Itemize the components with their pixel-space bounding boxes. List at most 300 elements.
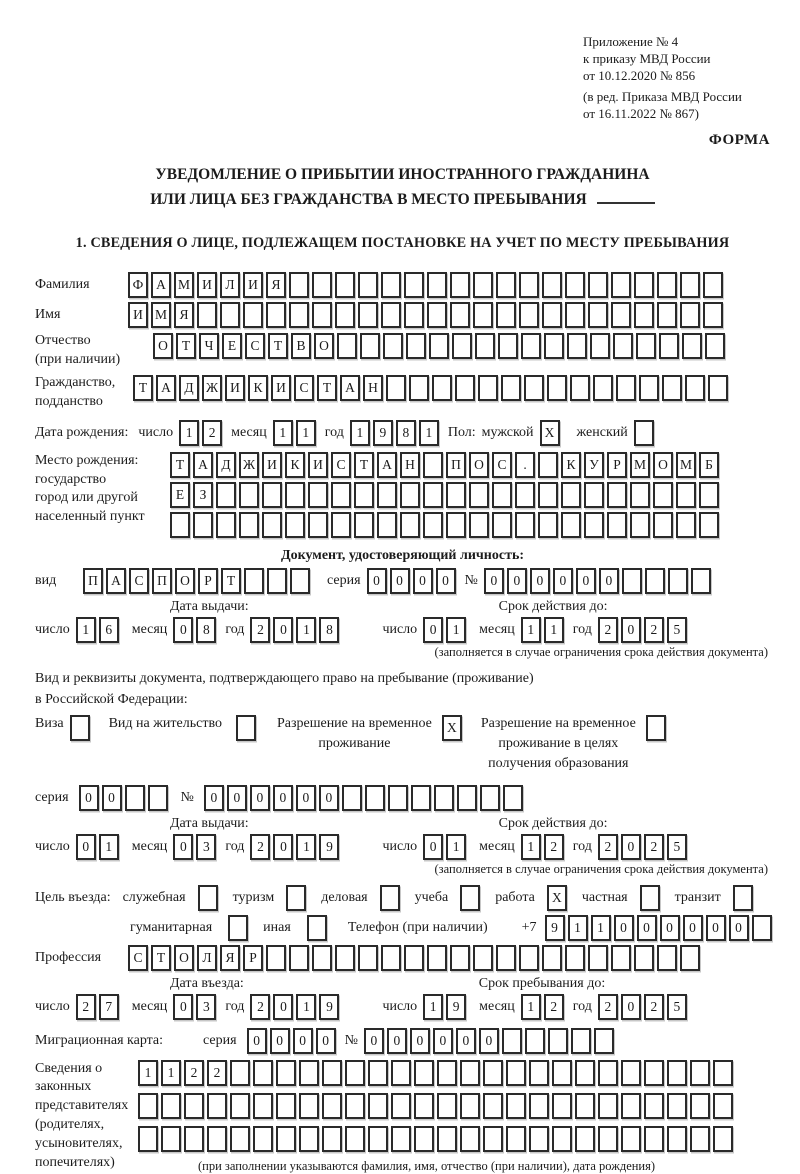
citizenship-cell[interactable] bbox=[386, 375, 406, 401]
surname-cell[interactable] bbox=[404, 272, 424, 298]
patronymic-cell[interactable] bbox=[544, 333, 564, 359]
representatives-cell[interactable] bbox=[345, 1093, 365, 1119]
stay-day-cell[interactable]: 1 bbox=[423, 994, 443, 1020]
patronymic-cell[interactable] bbox=[383, 333, 403, 359]
firstname-cell[interactable] bbox=[197, 302, 217, 328]
representatives-cell[interactable] bbox=[437, 1126, 457, 1152]
res-issue-year-cell[interactable]: 2 bbox=[250, 834, 270, 860]
patronymic-cell[interactable]: В bbox=[291, 333, 311, 359]
surname-cell[interactable] bbox=[680, 272, 700, 298]
res-valid-day-cell[interactable]: 0 bbox=[423, 834, 443, 860]
birth-place-cell[interactable] bbox=[699, 512, 719, 538]
representatives-cell[interactable] bbox=[644, 1060, 664, 1086]
mc-number-cell[interactable] bbox=[571, 1028, 591, 1054]
birth-place-cell[interactable]: М bbox=[676, 452, 696, 478]
birth-place-cell[interactable] bbox=[354, 482, 374, 508]
representatives-cell[interactable] bbox=[598, 1093, 618, 1119]
representatives-cell[interactable] bbox=[161, 1126, 181, 1152]
profession-cell[interactable] bbox=[542, 945, 562, 971]
mc-series-cell[interactable]: 0 bbox=[293, 1028, 313, 1054]
surname-cell[interactable] bbox=[450, 272, 470, 298]
phone-cell[interactable]: 1 bbox=[568, 915, 588, 941]
representatives-cell[interactable] bbox=[207, 1093, 227, 1119]
surname-cell[interactable]: А bbox=[151, 272, 171, 298]
patronymic-cell[interactable] bbox=[613, 333, 633, 359]
birth-place-cell[interactable]: Т bbox=[170, 452, 190, 478]
firstname-cell[interactable] bbox=[266, 302, 286, 328]
birth-place-cell[interactable] bbox=[492, 482, 512, 508]
phone-cell[interactable]: 0 bbox=[637, 915, 657, 941]
citizenship-cell[interactable]: И bbox=[225, 375, 245, 401]
phone-cell[interactable]: 0 bbox=[683, 915, 703, 941]
res-issue-year-cell[interactable]: 9 bbox=[319, 834, 339, 860]
profession-cell[interactable] bbox=[588, 945, 608, 971]
temp-permit-checkbox-cell[interactable]: X bbox=[442, 715, 462, 741]
doc-series-cell[interactable]: 0 bbox=[413, 568, 433, 594]
citizenship-cell[interactable] bbox=[685, 375, 705, 401]
profession-cell[interactable] bbox=[657, 945, 677, 971]
doc-kind-cell[interactable] bbox=[267, 568, 287, 594]
res-valid-year-cell[interactable]: 2 bbox=[598, 834, 618, 860]
surname-cell[interactable]: М bbox=[174, 272, 194, 298]
mc-number-cell[interactable]: 0 bbox=[456, 1028, 476, 1054]
birth-place-cell[interactable] bbox=[607, 482, 627, 508]
surname-cell[interactable] bbox=[542, 272, 562, 298]
firstname-cell[interactable]: Я bbox=[174, 302, 194, 328]
patronymic-cell[interactable]: Ч bbox=[199, 333, 219, 359]
citizenship-cell[interactable]: К bbox=[248, 375, 268, 401]
firstname-cell[interactable] bbox=[404, 302, 424, 328]
birth-place-cell[interactable] bbox=[285, 512, 305, 538]
representatives-cell[interactable] bbox=[667, 1126, 687, 1152]
birth-day-cell[interactable]: 1 bbox=[179, 420, 199, 446]
birth-place-cell[interactable] bbox=[331, 512, 351, 538]
birth-place-cell[interactable] bbox=[630, 512, 650, 538]
firstname-cell[interactable] bbox=[703, 302, 723, 328]
firstname-cell[interactable] bbox=[289, 302, 309, 328]
surname-cell[interactable] bbox=[312, 272, 332, 298]
surname-cell[interactable] bbox=[657, 272, 677, 298]
profession-cell[interactable] bbox=[404, 945, 424, 971]
entry-year-cell[interactable]: 2 bbox=[250, 994, 270, 1020]
representatives-cell[interactable] bbox=[644, 1093, 664, 1119]
representatives-cell[interactable] bbox=[253, 1126, 273, 1152]
birth-place-cell[interactable] bbox=[653, 512, 673, 538]
birth-place-cell[interactable] bbox=[446, 512, 466, 538]
birth-place-cell[interactable] bbox=[377, 512, 397, 538]
representatives-cell[interactable] bbox=[621, 1093, 641, 1119]
firstname-cell[interactable]: М bbox=[151, 302, 171, 328]
stay-year-cell[interactable]: 2 bbox=[598, 994, 618, 1020]
citizenship-cell[interactable]: Т bbox=[317, 375, 337, 401]
doc-number-cell[interactable]: 0 bbox=[530, 568, 550, 594]
citizenship-cell[interactable] bbox=[593, 375, 613, 401]
citizenship-cell[interactable] bbox=[616, 375, 636, 401]
birth-place-cell[interactable] bbox=[400, 482, 420, 508]
citizenship-cell[interactable] bbox=[639, 375, 659, 401]
birth-place-cell[interactable] bbox=[216, 482, 236, 508]
birth-place-cell[interactable] bbox=[699, 482, 719, 508]
valid-day-cell[interactable]: 1 bbox=[446, 617, 466, 643]
representatives-cell[interactable] bbox=[529, 1060, 549, 1086]
patronymic-cell[interactable] bbox=[498, 333, 518, 359]
representatives-cell[interactable]: 2 bbox=[184, 1060, 204, 1086]
citizenship-cell[interactable] bbox=[432, 375, 452, 401]
birth-place-cell[interactable]: Р bbox=[607, 452, 627, 478]
citizenship-cell[interactable] bbox=[409, 375, 429, 401]
representatives-cell[interactable] bbox=[506, 1060, 526, 1086]
birth-place-cell[interactable]: С bbox=[331, 452, 351, 478]
mc-number-cell[interactable] bbox=[594, 1028, 614, 1054]
res-number-cell[interactable] bbox=[457, 785, 477, 811]
patronymic-cell[interactable] bbox=[636, 333, 656, 359]
doc-number-cell[interactable] bbox=[691, 568, 711, 594]
res-valid-day-cell[interactable]: 1 bbox=[446, 834, 466, 860]
profession-cell[interactable]: О bbox=[174, 945, 194, 971]
doc-kind-cell[interactable]: П bbox=[83, 568, 103, 594]
edu-permit-checkbox-cell[interactable] bbox=[646, 715, 666, 741]
citizenship-cell[interactable] bbox=[708, 375, 728, 401]
representatives-cell[interactable] bbox=[667, 1060, 687, 1086]
purpose-checkbox-cell[interactable] bbox=[640, 885, 660, 911]
birth-place-cell[interactable] bbox=[469, 482, 489, 508]
surname-cell[interactable] bbox=[519, 272, 539, 298]
mc-number-cell[interactable] bbox=[502, 1028, 522, 1054]
valid-month-cell[interactable]: 1 bbox=[521, 617, 541, 643]
surname-cell[interactable] bbox=[335, 272, 355, 298]
profession-cell[interactable] bbox=[381, 945, 401, 971]
issue-year-cell[interactable]: 0 bbox=[273, 617, 293, 643]
birth-place-cell[interactable] bbox=[239, 512, 259, 538]
representatives-cell[interactable] bbox=[391, 1126, 411, 1152]
representatives-cell[interactable] bbox=[552, 1060, 572, 1086]
purpose-checkbox-cell[interactable] bbox=[380, 885, 400, 911]
birth-place-cell[interactable]: З bbox=[193, 482, 213, 508]
representatives-cell[interactable] bbox=[230, 1060, 250, 1086]
valid-year-cell[interactable]: 5 bbox=[667, 617, 687, 643]
profession-cell[interactable] bbox=[450, 945, 470, 971]
representatives-cell[interactable] bbox=[299, 1126, 319, 1152]
patronymic-cell[interactable] bbox=[475, 333, 495, 359]
surname-cell[interactable] bbox=[473, 272, 493, 298]
birth-place-cell[interactable] bbox=[515, 482, 535, 508]
representatives-cell[interactable]: 1 bbox=[138, 1060, 158, 1086]
phone-cell[interactable]: 0 bbox=[729, 915, 749, 941]
birth-place-cell[interactable]: Е bbox=[170, 482, 190, 508]
representatives-cell[interactable] bbox=[322, 1093, 342, 1119]
representatives-cell[interactable] bbox=[713, 1126, 733, 1152]
patronymic-cell[interactable]: Е bbox=[222, 333, 242, 359]
residence-permit-checkbox-cell[interactable] bbox=[236, 715, 256, 741]
firstname-cell[interactable] bbox=[381, 302, 401, 328]
representatives-cell[interactable] bbox=[322, 1060, 342, 1086]
profession-cell[interactable]: Л bbox=[197, 945, 217, 971]
birth-place-cell[interactable]: Д bbox=[216, 452, 236, 478]
profession-cell[interactable] bbox=[427, 945, 447, 971]
representatives-cell[interactable] bbox=[230, 1126, 250, 1152]
entry-month-cell[interactable]: 0 bbox=[173, 994, 193, 1020]
birth-place-cell[interactable] bbox=[446, 482, 466, 508]
profession-cell[interactable] bbox=[335, 945, 355, 971]
representatives-cell[interactable] bbox=[713, 1060, 733, 1086]
birth-place-cell[interactable]: Ж bbox=[239, 452, 259, 478]
representatives-cell[interactable] bbox=[391, 1093, 411, 1119]
doc-number-cell[interactable]: 0 bbox=[576, 568, 596, 594]
birth-place-cell[interactable] bbox=[216, 512, 236, 538]
res-number-cell[interactable]: 0 bbox=[273, 785, 293, 811]
issue-month-cell[interactable]: 8 bbox=[196, 617, 216, 643]
citizenship-cell[interactable] bbox=[547, 375, 567, 401]
purpose-checkbox-cell[interactable] bbox=[228, 915, 248, 941]
entry-month-cell[interactable]: 3 bbox=[196, 994, 216, 1020]
doc-kind-cell[interactable]: С bbox=[129, 568, 149, 594]
profession-cell[interactable] bbox=[358, 945, 378, 971]
representatives-cell[interactable] bbox=[552, 1093, 572, 1119]
res-number-cell[interactable] bbox=[434, 785, 454, 811]
citizenship-cell[interactable]: А bbox=[156, 375, 176, 401]
res-number-cell[interactable] bbox=[342, 785, 362, 811]
res-valid-month-cell[interactable]: 1 bbox=[521, 834, 541, 860]
citizenship-cell[interactable]: И bbox=[271, 375, 291, 401]
representatives-cell[interactable] bbox=[690, 1126, 710, 1152]
stay-month-cell[interactable]: 2 bbox=[544, 994, 564, 1020]
birth-place-cell[interactable]: Н bbox=[400, 452, 420, 478]
representatives-cell[interactable] bbox=[713, 1093, 733, 1119]
birth-year-cell[interactable]: 1 bbox=[350, 420, 370, 446]
valid-month-cell[interactable]: 1 bbox=[544, 617, 564, 643]
mc-series-cell[interactable]: 0 bbox=[316, 1028, 336, 1054]
birth-place-cell[interactable]: Т bbox=[354, 452, 374, 478]
representatives-cell[interactable] bbox=[299, 1093, 319, 1119]
birth-place-cell[interactable] bbox=[170, 512, 190, 538]
birth-place-cell[interactable]: У bbox=[584, 452, 604, 478]
res-number-cell[interactable]: 0 bbox=[227, 785, 247, 811]
sex-male-checkbox-cell[interactable]: X bbox=[540, 420, 560, 446]
representatives-cell[interactable] bbox=[644, 1126, 664, 1152]
representatives-cell[interactable] bbox=[368, 1060, 388, 1086]
surname-cell[interactable] bbox=[496, 272, 516, 298]
profession-cell[interactable] bbox=[565, 945, 585, 971]
birth-place-cell[interactable] bbox=[285, 482, 305, 508]
representatives-cell[interactable] bbox=[483, 1126, 503, 1152]
res-valid-year-cell[interactable]: 2 bbox=[644, 834, 664, 860]
patronymic-cell[interactable] bbox=[590, 333, 610, 359]
doc-kind-cell[interactable]: Т bbox=[221, 568, 241, 594]
patronymic-cell[interactable] bbox=[429, 333, 449, 359]
mc-series-cell[interactable]: 0 bbox=[270, 1028, 290, 1054]
representatives-cell[interactable] bbox=[667, 1093, 687, 1119]
issue-year-cell[interactable]: 8 bbox=[319, 617, 339, 643]
stay-year-cell[interactable]: 5 bbox=[667, 994, 687, 1020]
representatives-cell[interactable] bbox=[483, 1060, 503, 1086]
mc-number-cell[interactable]: 0 bbox=[364, 1028, 384, 1054]
profession-cell[interactable] bbox=[519, 945, 539, 971]
birth-place-cell[interactable] bbox=[538, 512, 558, 538]
patronymic-cell[interactable]: С bbox=[245, 333, 265, 359]
representatives-cell[interactable] bbox=[483, 1093, 503, 1119]
mc-number-cell[interactable] bbox=[548, 1028, 568, 1054]
res-issue-month-cell[interactable]: 0 bbox=[173, 834, 193, 860]
representatives-cell[interactable] bbox=[276, 1126, 296, 1152]
res-number-cell[interactable]: 0 bbox=[250, 785, 270, 811]
patronymic-cell[interactable]: О bbox=[153, 333, 173, 359]
phone-cell[interactable] bbox=[752, 915, 772, 941]
birth-place-cell[interactable] bbox=[308, 482, 328, 508]
citizenship-cell[interactable] bbox=[570, 375, 590, 401]
citizenship-cell[interactable]: Д bbox=[179, 375, 199, 401]
entry-year-cell[interactable]: 9 bbox=[319, 994, 339, 1020]
firstname-cell[interactable] bbox=[358, 302, 378, 328]
surname-cell[interactable] bbox=[611, 272, 631, 298]
birth-month-cell[interactable]: 1 bbox=[273, 420, 293, 446]
representatives-cell[interactable] bbox=[184, 1126, 204, 1152]
representatives-cell[interactable] bbox=[322, 1126, 342, 1152]
surname-cell[interactable]: И bbox=[197, 272, 217, 298]
stay-month-cell[interactable]: 1 bbox=[521, 994, 541, 1020]
firstname-cell[interactable] bbox=[335, 302, 355, 328]
profession-cell[interactable] bbox=[611, 945, 631, 971]
firstname-cell[interactable] bbox=[496, 302, 516, 328]
doc-kind-cell[interactable] bbox=[244, 568, 264, 594]
res-number-cell[interactable] bbox=[411, 785, 431, 811]
birth-place-cell[interactable] bbox=[676, 512, 696, 538]
firstname-cell[interactable] bbox=[473, 302, 493, 328]
birth-year-cell[interactable]: 8 bbox=[396, 420, 416, 446]
representatives-cell[interactable] bbox=[230, 1093, 250, 1119]
purpose-checkbox-cell[interactable] bbox=[307, 915, 327, 941]
birth-place-cell[interactable]: М bbox=[630, 452, 650, 478]
profession-cell[interactable] bbox=[634, 945, 654, 971]
res-series-cell[interactable] bbox=[148, 785, 168, 811]
birth-place-cell[interactable] bbox=[676, 482, 696, 508]
doc-series-cell[interactable]: 0 bbox=[390, 568, 410, 594]
profession-cell[interactable] bbox=[680, 945, 700, 971]
representatives-cell[interactable] bbox=[184, 1093, 204, 1119]
res-number-cell[interactable] bbox=[388, 785, 408, 811]
phone-cell[interactable]: 0 bbox=[660, 915, 680, 941]
surname-cell[interactable]: Ф bbox=[128, 272, 148, 298]
representatives-cell[interactable]: 2 bbox=[207, 1060, 227, 1086]
firstname-cell[interactable] bbox=[220, 302, 240, 328]
representatives-cell[interactable] bbox=[391, 1060, 411, 1086]
representatives-cell[interactable] bbox=[552, 1126, 572, 1152]
representatives-cell[interactable] bbox=[437, 1093, 457, 1119]
representatives-cell[interactable] bbox=[460, 1126, 480, 1152]
doc-number-cell[interactable] bbox=[645, 568, 665, 594]
representatives-cell[interactable]: 1 bbox=[161, 1060, 181, 1086]
doc-kind-cell[interactable]: О bbox=[175, 568, 195, 594]
firstname-cell[interactable] bbox=[565, 302, 585, 328]
doc-number-cell[interactable]: 0 bbox=[553, 568, 573, 594]
representatives-cell[interactable] bbox=[621, 1060, 641, 1086]
citizenship-cell[interactable] bbox=[501, 375, 521, 401]
birth-year-cell[interactable]: 9 bbox=[373, 420, 393, 446]
surname-cell[interactable] bbox=[289, 272, 309, 298]
representatives-cell[interactable] bbox=[690, 1060, 710, 1086]
res-number-cell[interactable] bbox=[503, 785, 523, 811]
birth-place-cell[interactable] bbox=[354, 512, 374, 538]
firstname-cell[interactable] bbox=[657, 302, 677, 328]
surname-cell[interactable]: Л bbox=[220, 272, 240, 298]
surname-cell[interactable] bbox=[381, 272, 401, 298]
representatives-cell[interactable] bbox=[414, 1060, 434, 1086]
res-issue-year-cell[interactable]: 1 bbox=[296, 834, 316, 860]
phone-cell[interactable]: 1 bbox=[591, 915, 611, 941]
surname-cell[interactable] bbox=[634, 272, 654, 298]
representatives-cell[interactable] bbox=[621, 1126, 641, 1152]
profession-cell[interactable] bbox=[266, 945, 286, 971]
res-number-cell[interactable] bbox=[480, 785, 500, 811]
doc-series-cell[interactable]: 0 bbox=[436, 568, 456, 594]
issue-year-cell[interactable]: 1 bbox=[296, 617, 316, 643]
representatives-cell[interactable] bbox=[345, 1126, 365, 1152]
representatives-cell[interactable] bbox=[529, 1126, 549, 1152]
doc-kind-cell[interactable]: П bbox=[152, 568, 172, 594]
birth-place-cell[interactable] bbox=[377, 482, 397, 508]
representatives-cell[interactable] bbox=[575, 1093, 595, 1119]
mc-number-cell[interactable]: 0 bbox=[410, 1028, 430, 1054]
birth-place-cell[interactable]: И bbox=[262, 452, 282, 478]
citizenship-cell[interactable] bbox=[455, 375, 475, 401]
sex-female-checkbox-cell[interactable] bbox=[634, 420, 654, 446]
stay-year-cell[interactable]: 2 bbox=[644, 994, 664, 1020]
doc-kind-cell[interactable]: Р bbox=[198, 568, 218, 594]
birth-place-cell[interactable] bbox=[239, 482, 259, 508]
citizenship-cell[interactable]: Н bbox=[363, 375, 383, 401]
citizenship-cell[interactable] bbox=[478, 375, 498, 401]
representatives-cell[interactable] bbox=[299, 1060, 319, 1086]
doc-number-cell[interactable] bbox=[622, 568, 642, 594]
birth-place-cell[interactable]: К bbox=[285, 452, 305, 478]
phone-cell[interactable]: 0 bbox=[706, 915, 726, 941]
patronymic-cell[interactable] bbox=[659, 333, 679, 359]
firstname-cell[interactable] bbox=[611, 302, 631, 328]
birth-place-cell[interactable] bbox=[561, 512, 581, 538]
doc-number-cell[interactable]: 0 bbox=[507, 568, 527, 594]
representatives-cell[interactable] bbox=[460, 1060, 480, 1086]
patronymic-cell[interactable] bbox=[360, 333, 380, 359]
birth-place-cell[interactable] bbox=[193, 512, 213, 538]
profession-cell[interactable]: Т bbox=[151, 945, 171, 971]
birth-place-cell[interactable] bbox=[607, 512, 627, 538]
res-series-cell[interactable]: 0 bbox=[102, 785, 122, 811]
birth-place-cell[interactable]: И bbox=[308, 452, 328, 478]
entry-year-cell[interactable]: 0 bbox=[273, 994, 293, 1020]
citizenship-cell[interactable]: С bbox=[294, 375, 314, 401]
doc-number-cell[interactable]: 0 bbox=[599, 568, 619, 594]
representatives-cell[interactable] bbox=[575, 1060, 595, 1086]
profession-cell[interactable] bbox=[312, 945, 332, 971]
birth-year-cell[interactable]: 1 bbox=[419, 420, 439, 446]
res-issue-day-cell[interactable]: 1 bbox=[99, 834, 119, 860]
patronymic-cell[interactable] bbox=[452, 333, 472, 359]
surname-cell[interactable]: Я bbox=[266, 272, 286, 298]
patronymic-cell[interactable] bbox=[705, 333, 725, 359]
phone-cell[interactable]: 0 bbox=[614, 915, 634, 941]
birth-place-cell[interactable] bbox=[423, 452, 443, 478]
issue-month-cell[interactable]: 0 bbox=[173, 617, 193, 643]
profession-cell[interactable]: С bbox=[128, 945, 148, 971]
representatives-cell[interactable] bbox=[276, 1060, 296, 1086]
birth-place-cell[interactable]: О bbox=[653, 452, 673, 478]
visa-checkbox-cell[interactable] bbox=[70, 715, 90, 741]
profession-cell[interactable] bbox=[473, 945, 493, 971]
representatives-cell[interactable] bbox=[690, 1093, 710, 1119]
firstname-cell[interactable] bbox=[680, 302, 700, 328]
birth-place-cell[interactable]: П bbox=[446, 452, 466, 478]
birth-place-cell[interactable] bbox=[630, 482, 650, 508]
birth-place-cell[interactable]: С bbox=[492, 452, 512, 478]
